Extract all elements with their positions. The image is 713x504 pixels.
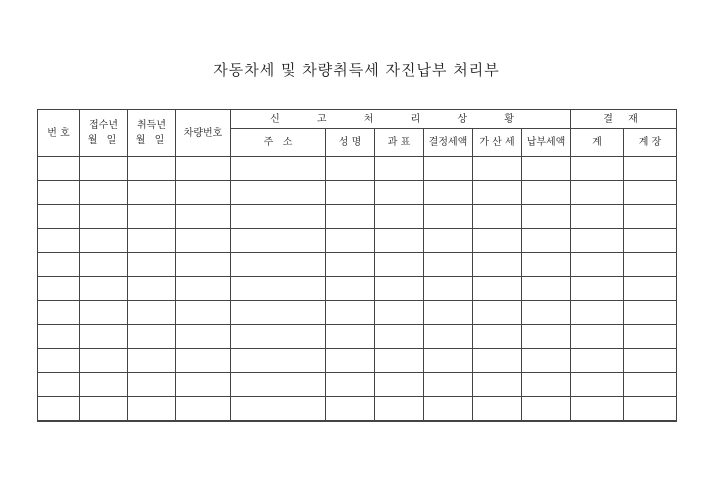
table-cell: [231, 373, 326, 397]
table-row: [38, 229, 677, 253]
table-cell: [176, 205, 231, 229]
table-cell: [473, 205, 522, 229]
table-cell: [38, 397, 80, 422]
table-cell: [624, 349, 677, 373]
table-cell: [176, 229, 231, 253]
table-cell: [326, 301, 375, 325]
table-cell: [522, 181, 571, 205]
table-cell: [231, 157, 326, 181]
table-cell: [624, 277, 677, 301]
table-cell: [80, 157, 128, 181]
table-cell: [624, 205, 677, 229]
table-cell: [80, 397, 128, 422]
table-cell: [424, 325, 473, 349]
table-cell: [176, 181, 231, 205]
table-cell: [38, 349, 80, 373]
table-cell: [624, 301, 677, 325]
table-cell: [424, 205, 473, 229]
table-cell: [128, 301, 176, 325]
table-cell: [571, 397, 624, 422]
table-cell: [571, 373, 624, 397]
table-cell: [522, 253, 571, 277]
table-row: [38, 349, 677, 373]
table-cell: [473, 157, 522, 181]
table-cell: [326, 325, 375, 349]
header-approver-chief: 계 장: [624, 129, 677, 157]
table-cell: [375, 397, 424, 422]
table-cell: [38, 373, 80, 397]
table-cell: [571, 277, 624, 301]
table-cell: [571, 157, 624, 181]
table-cell: [624, 397, 677, 422]
header-additional-tax: 가 산 세: [473, 129, 522, 157]
header-approval: 결 재: [571, 110, 677, 129]
header-name: 성 명: [326, 129, 375, 157]
table-cell: [231, 181, 326, 205]
table-cell: [424, 181, 473, 205]
table-cell: [624, 157, 677, 181]
table-cell: [424, 277, 473, 301]
header-number: 번 호: [38, 110, 80, 157]
table-cell: [375, 349, 424, 373]
table-cell: [624, 253, 677, 277]
header-receipt-date-line2: 월 일: [87, 135, 120, 146]
table-cell: [326, 373, 375, 397]
table-cell: [80, 301, 128, 325]
table-row: [38, 181, 677, 205]
table-cell: [522, 301, 571, 325]
table-cell: [326, 349, 375, 373]
table-cell: [571, 229, 624, 253]
table-cell: [473, 181, 522, 205]
table-cell: [375, 325, 424, 349]
table-cell: [522, 205, 571, 229]
table-cell: [231, 397, 326, 422]
table-cell: [128, 349, 176, 373]
table-row: [38, 277, 677, 301]
table-cell: [326, 277, 375, 301]
header-approver-clerk: 계: [571, 129, 624, 157]
header-acquisition-date-line2: 월 일: [135, 135, 168, 146]
table-cell: [473, 349, 522, 373]
table-cell: [176, 253, 231, 277]
table-cell: [375, 205, 424, 229]
table-cell: [128, 397, 176, 422]
table-cell: [424, 373, 473, 397]
header-report-status: 신 고 처 리 상 황: [231, 110, 571, 129]
table-row: [38, 397, 677, 422]
table-cell: [128, 205, 176, 229]
table-cell: [38, 229, 80, 253]
table-cell: [571, 181, 624, 205]
table-cell: [522, 157, 571, 181]
table-cell: [38, 253, 80, 277]
table-cell: [38, 301, 80, 325]
table-cell: [326, 181, 375, 205]
table-cell: [624, 373, 677, 397]
table-cell: [176, 277, 231, 301]
table-cell: [571, 325, 624, 349]
table-cell: [571, 253, 624, 277]
table-cell: [80, 325, 128, 349]
table-cell: [80, 229, 128, 253]
table-cell: [231, 229, 326, 253]
table-cell: [473, 325, 522, 349]
table-cell: [231, 349, 326, 373]
table-cell: [473, 253, 522, 277]
table-cell: [624, 325, 677, 349]
table-cell: [522, 373, 571, 397]
table-cell: [375, 181, 424, 205]
table-cell: [571, 205, 624, 229]
table-cell: [473, 373, 522, 397]
table-cell: [231, 277, 326, 301]
table-cell: [231, 205, 326, 229]
table-cell: [176, 325, 231, 349]
table-cell: [326, 157, 375, 181]
table-cell: [473, 301, 522, 325]
table-cell: [473, 229, 522, 253]
table-cell: [326, 205, 375, 229]
table-cell: [128, 373, 176, 397]
table-cell: [128, 277, 176, 301]
header-acquisition-date-line1: 취득년: [137, 120, 166, 131]
table-cell: [522, 277, 571, 301]
table-cell: [375, 373, 424, 397]
table-cell: [473, 277, 522, 301]
table-cell: [38, 157, 80, 181]
table-row: [38, 301, 677, 325]
table-cell: [375, 301, 424, 325]
table-cell: [522, 349, 571, 373]
table-body: [38, 157, 677, 422]
table-cell: [424, 157, 473, 181]
table-cell: [571, 301, 624, 325]
table-cell: [522, 325, 571, 349]
table-cell: [38, 181, 80, 205]
table-cell: [624, 229, 677, 253]
table-cell: [80, 277, 128, 301]
table-cell: [128, 325, 176, 349]
table-row: [38, 253, 677, 277]
table-cell: [231, 253, 326, 277]
document-title: 자동차세 및 차량취득세 자진납부 처리부: [213, 61, 500, 79]
table-cell: [176, 373, 231, 397]
table-row: [38, 373, 677, 397]
tax-payment-register-table: [37, 109, 677, 422]
table-cell: [80, 181, 128, 205]
table-cell: [424, 397, 473, 422]
header-receipt-date: [80, 110, 128, 157]
table-cell: [424, 349, 473, 373]
table-cell: [38, 325, 80, 349]
header-assessed-tax: 결정세액: [424, 129, 473, 157]
table-cell: [176, 301, 231, 325]
table-cell: [80, 253, 128, 277]
table-row: [38, 157, 677, 181]
table-cell: [326, 229, 375, 253]
table-cell: [624, 181, 677, 205]
header-receipt-date-line1: 접수년: [89, 120, 118, 131]
table-cell: [128, 229, 176, 253]
table-cell: [80, 205, 128, 229]
table-row: [38, 325, 677, 349]
table-cell: [473, 397, 522, 422]
table-cell: [375, 253, 424, 277]
table-cell: [176, 349, 231, 373]
table-cell: [424, 301, 473, 325]
table-cell: [522, 229, 571, 253]
table-cell: [80, 349, 128, 373]
table-cell: [38, 205, 80, 229]
header-paid-tax: 납부세액: [522, 129, 571, 157]
table-cell: [424, 253, 473, 277]
table-cell: [571, 349, 624, 373]
header-acquisition-date: [128, 110, 176, 157]
table-cell: [80, 373, 128, 397]
table-cell: [375, 277, 424, 301]
table-cell: [231, 325, 326, 349]
table-cell: [128, 253, 176, 277]
table-cell: [176, 157, 231, 181]
table-cell: [326, 253, 375, 277]
table-cell: [424, 229, 473, 253]
table-cell: [231, 301, 326, 325]
header-tax-item: 과 표: [375, 129, 424, 157]
table-cell: [38, 277, 80, 301]
table-cell: [375, 229, 424, 253]
table-row: [38, 205, 677, 229]
header-address: 주 소: [231, 129, 326, 157]
header-vehicle-number: 차량번호: [176, 110, 231, 157]
table-cell: [375, 157, 424, 181]
table-cell: [128, 181, 176, 205]
table-cell: [128, 157, 176, 181]
table-cell: [176, 397, 231, 422]
table-cell: [522, 397, 571, 422]
table-cell: [326, 397, 375, 422]
